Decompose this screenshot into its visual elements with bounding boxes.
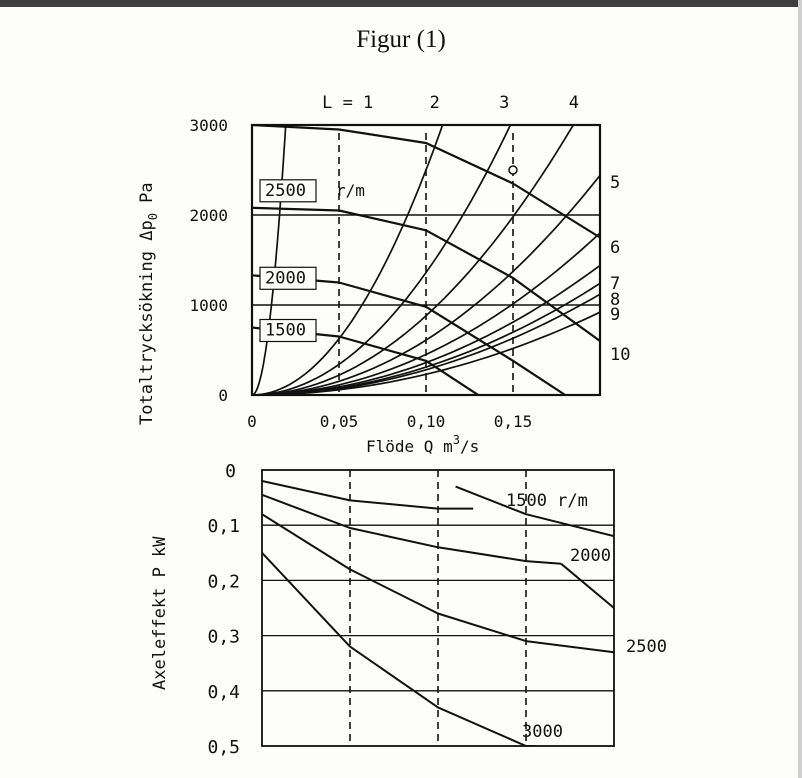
bottom-y-axis-label: Axeleffekt P kW — [150, 536, 170, 690]
top-y-axis-label: Totaltrycksökning $\Delta p_0$ Pa — [137, 182, 160, 425]
top-x-tick-label-0-05: 0,05 — [319, 412, 359, 431]
system-top-label-3: 3 — [499, 93, 510, 113]
system-right-label-8: 8 — [610, 290, 621, 310]
top-chart-plot — [189, 93, 630, 431]
power-label-2000: 2000 — [570, 546, 611, 566]
speed-label-2000: 2000 — [265, 268, 306, 289]
power-curve-1500-r-m — [262, 481, 473, 509]
speed-label-1500: 1500 — [265, 320, 306, 341]
power-label-3000: 3000 — [522, 722, 563, 742]
top-y-tick-label-2000: 2000 — [189, 206, 228, 225]
top-x-axis-label: Flöde Q $m^3/s$ — [366, 433, 480, 456]
figure-title: Figur (1) — [356, 26, 446, 53]
bottom-y-tick-label-0-5: 0,5 — [207, 737, 240, 758]
system-right-label-7: 7 — [610, 274, 621, 294]
system-curve-l2 — [252, 125, 443, 395]
top-y-tick-label-1000: 1000 — [189, 296, 228, 315]
bottom-y-tick-label-0-4: 0,4 — [207, 681, 240, 703]
operating-point-marker — [509, 166, 517, 174]
power-label-1500-r-m: 1500 r/m — [506, 491, 588, 511]
bottom-y-tick-label-0-1: 0,1 — [207, 516, 240, 538]
bottom-chart-reference-lines — [350, 470, 526, 746]
top-x-tick-label-0-15: 0,15 — [493, 412, 533, 431]
power-label-2500: 2500 — [626, 637, 667, 657]
bottom-y-tick-label-0: 0 — [225, 461, 236, 482]
bottom-y-tick-label-0-2: 0,2 — [207, 571, 240, 593]
power-curve-3000-r-m — [262, 553, 535, 746]
speed-unit-label: r/m — [336, 180, 365, 200]
bottom-chart-plot — [207, 461, 666, 758]
system-top-label-l-1: L = 1 — [322, 93, 374, 113]
system-curve-l1 — [252, 125, 286, 395]
system-right-label-6: 6 — [610, 238, 621, 258]
top-y-tick-label-0: 0 — [218, 386, 228, 405]
system-top-label-2: 2 — [429, 93, 440, 113]
system-right-label-10: 10 — [610, 345, 631, 365]
top-y-tick-label-3000: 3000 — [189, 116, 228, 135]
system-right-label-9: 9 — [610, 305, 621, 325]
speed-label-2500: 2500 — [265, 180, 306, 201]
top-chart-text — [189, 93, 630, 431]
system-right-label-5: 5 — [610, 173, 621, 193]
top-x-tick-label-0: 0 — [247, 412, 257, 431]
bottom-y-tick-label-0-3: 0,3 — [207, 626, 240, 648]
top-x-tick-label-0-10: 0,10 — [406, 412, 446, 431]
power-curve-2000-r-m-shutoff — [561, 564, 614, 608]
system-top-label-4: 4 — [568, 93, 580, 113]
